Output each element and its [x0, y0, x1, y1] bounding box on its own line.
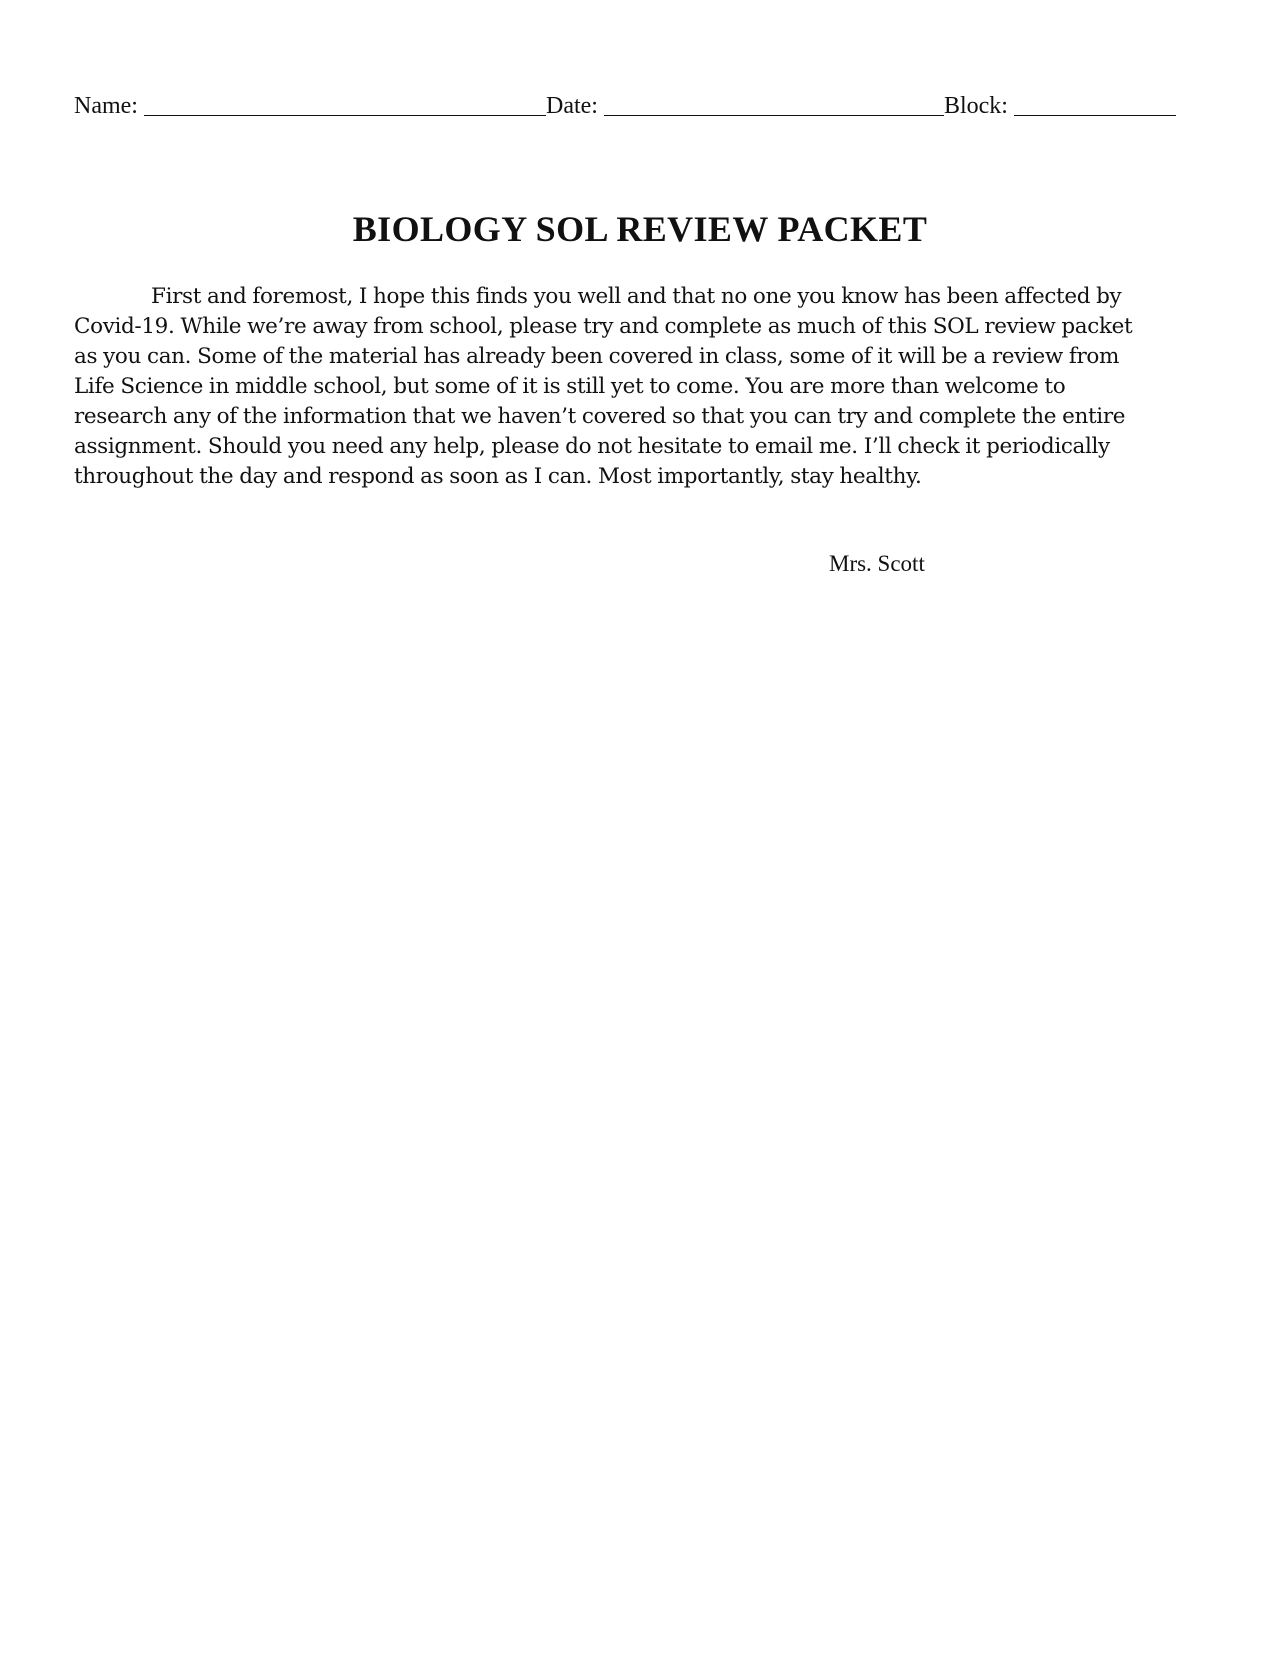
- name-label: Name:: [74, 93, 138, 119]
- block-label: Block:: [943, 93, 1008, 119]
- student-info-header: [74, 86, 1204, 118]
- paragraph-line: research any of the information that we haven’t covered so that you can try and complete the entire: [74, 404, 1126, 429]
- paragraph-line: throughout the day and respond as soon as I can. Most importantly, stay healthy.: [74, 464, 922, 489]
- name-blank-line: [144, 95, 546, 116]
- paragraph-line: Life Science in middle school, but some of it is still yet to come. You are more than welcome to: [74, 374, 1066, 399]
- paragraph-line: assignment. Should you need any help, please do not hesitate to email me. I’ll check it periodically: [74, 434, 1110, 459]
- date-label: Date:: [545, 93, 598, 119]
- signature: Mrs. Scott: [829, 551, 925, 576]
- paragraph-line: as you can. Some of the material has already been covered in class, some of it will be a review from: [74, 344, 1120, 369]
- intro-paragraph: [74, 282, 1210, 492]
- block-blank-line: [1014, 95, 1176, 116]
- paragraph-line: First and foremost, I hope this finds you well and that no one you know has been affected by: [151, 284, 1122, 309]
- paragraph-line: Covid-19. While we’re away from school, please try and complete as much of this SOL review packet: [74, 314, 1133, 339]
- date-blank-line: [604, 95, 944, 116]
- document-title: BIOLOGY SOL REVIEW PACKET: [352, 209, 928, 249]
